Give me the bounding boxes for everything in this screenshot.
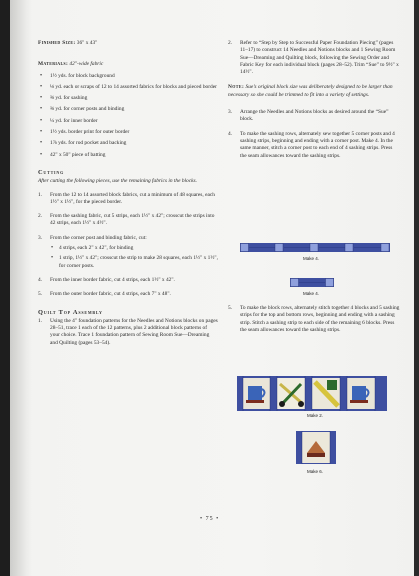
sashing-row-diagram bbox=[240, 243, 390, 252]
cutting-steps bbox=[38, 192, 218, 299]
assembly-step: 1. Using the 4" foundation patterns for the Needles and Notions blocks on pages 28–51, trace 1 each of the 12 patterns, plus 2 additional block patterns of your choice. Trace 1 foundation pattern of Sewing Room Sue—Dreaming and Quilting (pages 53–54). bbox=[38, 317, 218, 346]
scan-right-edge bbox=[414, 0, 419, 576]
cutting-substeps bbox=[50, 245, 218, 270]
sashing-strip-diagram bbox=[290, 278, 334, 287]
left-column bbox=[38, 40, 218, 354]
list-item: • 1½ yds. for block background bbox=[38, 73, 218, 80]
caption-make4a: Make 4. bbox=[303, 256, 320, 261]
list-item: • ⅛ yd. each or scraps of 12 to 14 assorted fabrics for blocks and pieced border bbox=[38, 84, 218, 91]
teacup-icon bbox=[350, 386, 369, 403]
assembly-step: 4. To make the sashing rows, alternately sew together 5 corner posts and 4 sashing strips, beginning and ending with a corner post. Make 4. In the same manner, stitch a corner post to each end of 4 sashing strips. Press the seam allowances toward the sashing strips. bbox=[228, 130, 395, 159]
list-item: • 4 strips, each 2" x 42", for binding bbox=[50, 245, 218, 252]
assembly-heading: Quilt Top Assembly bbox=[38, 308, 103, 316]
assembly-step: 3. Arrange the Needles and Notions blocks as desired around the “Sue” block. bbox=[228, 109, 389, 123]
finished-size: Finished Size: 36" x 43" bbox=[38, 40, 98, 46]
list-item: • 42" x 50" piece of batting bbox=[38, 152, 218, 159]
cutting-intro: After cutting the following pieces, use the remaining fabrics in the blocks. bbox=[38, 178, 197, 185]
list-item: • 1½ yds. border print for outer border bbox=[38, 129, 218, 136]
caption-make6: Make 6. bbox=[307, 469, 324, 474]
cutting-step: 5. From the outer border fabric, cut 4 strips, each 7" x 48". bbox=[38, 291, 171, 298]
cutting-step: 3. From the corner post and binding fabric, cut: • 4 strips, each 2" x 42", for binding • 1 strip, 1½" x 42"; crosscut the strip to make 28 squares, each 1½" x 1½", for corner posts. bbox=[38, 235, 218, 270]
list-item: • 1 strip, 1½" x 42"; crosscut the strip to make 28 squares, each 1½" x 1½", for corner posts. bbox=[50, 255, 218, 270]
cutting-step: 2. From the sashing fabric, cut 5 strips, each 1½" x 42"; crosscut the strips into 42 strips, each 1½" x 4½". bbox=[38, 213, 215, 227]
teacup-icon bbox=[246, 386, 265, 403]
materials-list bbox=[38, 73, 218, 159]
cutting-heading: Cutting bbox=[38, 168, 64, 176]
cutting-step: 4. From the inner border fabric, cut 4 strips, each 1½" x 42". bbox=[38, 276, 175, 283]
right-column-top bbox=[228, 40, 400, 167]
block-row-diagram bbox=[237, 376, 387, 411]
list-item: • ¼ yd. for inner border bbox=[38, 118, 218, 125]
caption-make2: Make 2. bbox=[307, 413, 324, 418]
assembly-step: 5. To make the block rows, alternately stitch together 4 blocks and 5 sashing strips for the top and bottom rows, beginning and ending with a sashing strip. Stitch a sashing strip to each side of the remaining 6 blocks. Press the seam allowances toward the sashing strips. bbox=[228, 305, 400, 333]
cutting-step: 1. From the 12 to 14 assorted block fabrics, cut a minimum of 48 squares, each 1½" x 1½", for the pieced border. bbox=[38, 191, 215, 205]
note: Note: Sue’s original block size was deliberately designed to be larger than necessary so she could be trimmed to fit into a variety of settings. bbox=[228, 84, 393, 98]
materials-heading: Materials: 42"-wide fabric bbox=[38, 61, 104, 68]
single-block-diagram bbox=[296, 431, 336, 464]
gutter-shadow bbox=[10, 0, 32, 576]
right-column-step5 bbox=[228, 305, 400, 341]
list-item: • ⅜ yd. for corner posts and binding bbox=[38, 106, 218, 113]
page-number: • 75 • bbox=[200, 516, 220, 522]
list-item: • ⅜ yd. for sashing bbox=[38, 95, 218, 102]
list-item: • 1⅞ yds. for rod pocket and backing bbox=[38, 140, 218, 147]
caption-make4b: Make 4. bbox=[303, 291, 320, 296]
assembly-steps bbox=[38, 318, 218, 347]
assembly-step: 2. Refer to “Step by Step to Successful Paper Foundation Piecing” (pages 11–17) to construct 14 Needles and Notions blocks and 1 Sewing Room Sue—Dreaming and Quilting block, following the Sewing Order and Fabric Key for each individual block (pages 28–52). Trim “Sue” to 9½" x 14½". bbox=[228, 40, 399, 76]
